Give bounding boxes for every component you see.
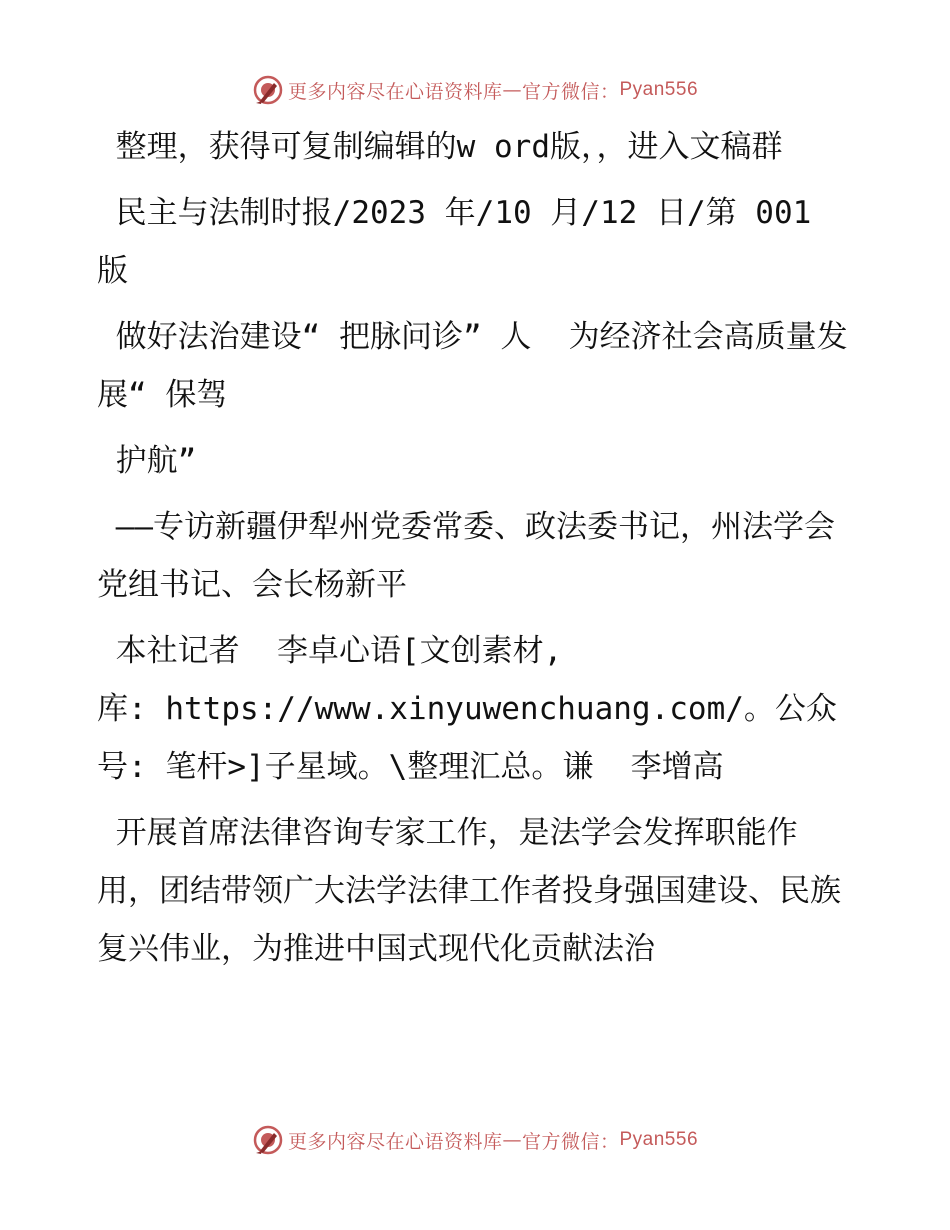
- footer-wechat-id: Pyan556: [619, 1129, 699, 1150]
- banner-separator: —: [502, 79, 522, 101]
- footer-banner: [0, 1120, 950, 1160]
- paragraph-headline-cont: 护航”: [97, 443, 197, 479]
- header-banner: [0, 70, 950, 110]
- footer-separator: —: [502, 1129, 522, 1151]
- document-body: [97, 118, 857, 986]
- banner-site-text: 更多内容尽在心语资料库: [287, 80, 503, 103]
- footer-wechat-label: 官方微信：: [521, 1130, 620, 1153]
- banner-wechat-id: Pyan556: [619, 79, 699, 100]
- paragraph-intro: 整理，获得可复制编辑的w ord版，，进入文稿群: [97, 129, 783, 165]
- paragraph-reporter: 本社记者 李卓心语[文创素材,: [97, 633, 563, 669]
- paragraph-library-info: 库: https://www.xinyuwenchuang.com/。公众号: 笔杆>]子星域。\整理汇总。谦 李增高: [97, 691, 837, 785]
- banner-wechat-label: 官方微信：: [521, 80, 620, 103]
- pen-logo-icon: [252, 74, 284, 106]
- paragraph-subtitle: ——专访新疆伊犁州党委常委、政法委书记，州法学会党组书记、会长杨新平: [97, 509, 835, 603]
- footer-site-text: 更多内容尽在心语资料库: [287, 1130, 503, 1153]
- paragraph-body: 开展首席法律咨询专家工作，是法学会发挥职能作用，团结带领广大法学法律工作者投身强国建设、民族复兴伟业，为推进中国式现代化贡献法治: [97, 815, 841, 967]
- paragraph-source: 民主与法制时报/2023 年/10 月/12 日/第 001 版: [97, 195, 830, 289]
- pen-logo-icon: [252, 1124, 284, 1156]
- paragraph-headline: 做好法治建设“ 把脉问诊” 人 为经济社会高质量发展“ 保驾: [97, 319, 848, 413]
